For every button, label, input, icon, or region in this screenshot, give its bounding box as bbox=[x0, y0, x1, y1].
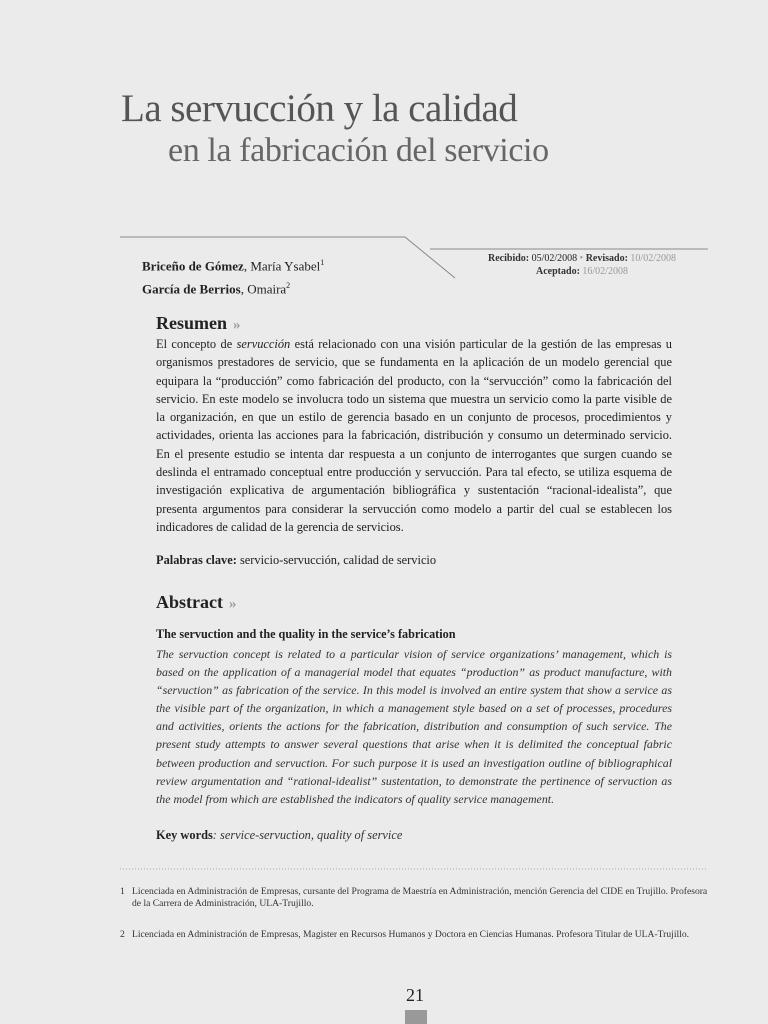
palabras-clave: Palabras clave: servicio-servucción, calidad de servicio bbox=[156, 553, 437, 567]
article-dates bbox=[452, 252, 712, 278]
abstract-body: The servuction concept is related to a particular vision of service organizations’ management, which is based on the application of a managerial model that equates “production” as product manufacture, with “servuction” as fabrication of the service. In this model is involved an entire system that show a service as the visible part of the organization, in which a management style based on a set of processes, procedures and activities, orients the actions for the fabrication, distribution and consumption of such service. The present study attempts to answer several questions that arise when it is delimited the conceptual fabric between production and servuction. For such purpose it is used an investigation outline of bibliographical review argumentation and “rational-idealist” sustentation, to demonstrate the pertinence of servuction as the model from which are established the indicators of quality service management. bbox=[156, 647, 672, 806]
page-number: 21 bbox=[406, 985, 424, 1005]
resumen-body: El concepto de servucción está relacionado con una visión particular de la gestión de las empresas u organismos prestadores de servicio, que se fundamenta en la aplicación de un modelo gerencial que equipara la “producción” como fabricación del producto, con la “servucción” como la fabricación del servicio. En este modelo se involucra todo un sistema que muestra un servicio como la parte visible de la organización, en que un estilo de gerencia basado en un conjunto de procesos, procedimientos y actividades, orienta las acciones para la fabricación, distribución y consumo un determinado servicio. En el presente estudio se intenta dar respuesta a un conjunto de interrogantes que surgen cuando se deslinda el entramado conceptual entre producción y servucción. Para tal efecto, se utiliza esquema de investigación explicativa de argumentación bibliográfica y sustentación “racional-idealista”, que presenta argumentos para considerar la servucción como modelo a partir del cual se establecen los indicadores de calidad de la gerencia de servicios. bbox=[156, 337, 672, 534]
dates-line-2: Aceptado: 16/02/2008 bbox=[536, 266, 628, 277]
author-2: García de Berrios, Omaira$^2$ bbox=[142, 281, 291, 297]
abstract-heading: Abstract » bbox=[156, 592, 233, 612]
page-tab-marker bbox=[405, 1010, 427, 1024]
double-chevron-icon: » bbox=[233, 317, 237, 333]
footnote-2: 2 Licenciada en Administración de Empresas, Magister en Recursos Humanos y Doctora en Ciencias Humanas. Profesora Titular de ULA-Trujillo. bbox=[120, 929, 690, 940]
key-words: Key words: service-servuction, quality of service bbox=[156, 828, 403, 842]
author-1: Briceño de Gómez, María Ysabel$^1$ bbox=[142, 258, 325, 274]
title-line-2: en la fabricación del servicio bbox=[168, 132, 549, 169]
footnote-1: 1 Licenciada en Administración de Empresas, cursante del Programa de Maestría en Administración, mención Gerencia del CIDE en Trujillo. Profesora de la Carrera de Administración, ULA-Trujillo. bbox=[120, 886, 708, 909]
resumen-heading: Resumen » bbox=[156, 313, 237, 333]
abstract-subtitle: The servuction and the quality in the service’s fabrication bbox=[156, 627, 456, 641]
double-chevron-icon: » bbox=[228, 596, 233, 612]
footnotes bbox=[120, 886, 710, 960]
dates-line-1: Recibido: 05/02/2008 • Revisado: 10/02/2008 bbox=[488, 253, 676, 264]
title-line-1: La servucción y la calidad bbox=[121, 87, 518, 130]
author-list bbox=[142, 253, 324, 300]
